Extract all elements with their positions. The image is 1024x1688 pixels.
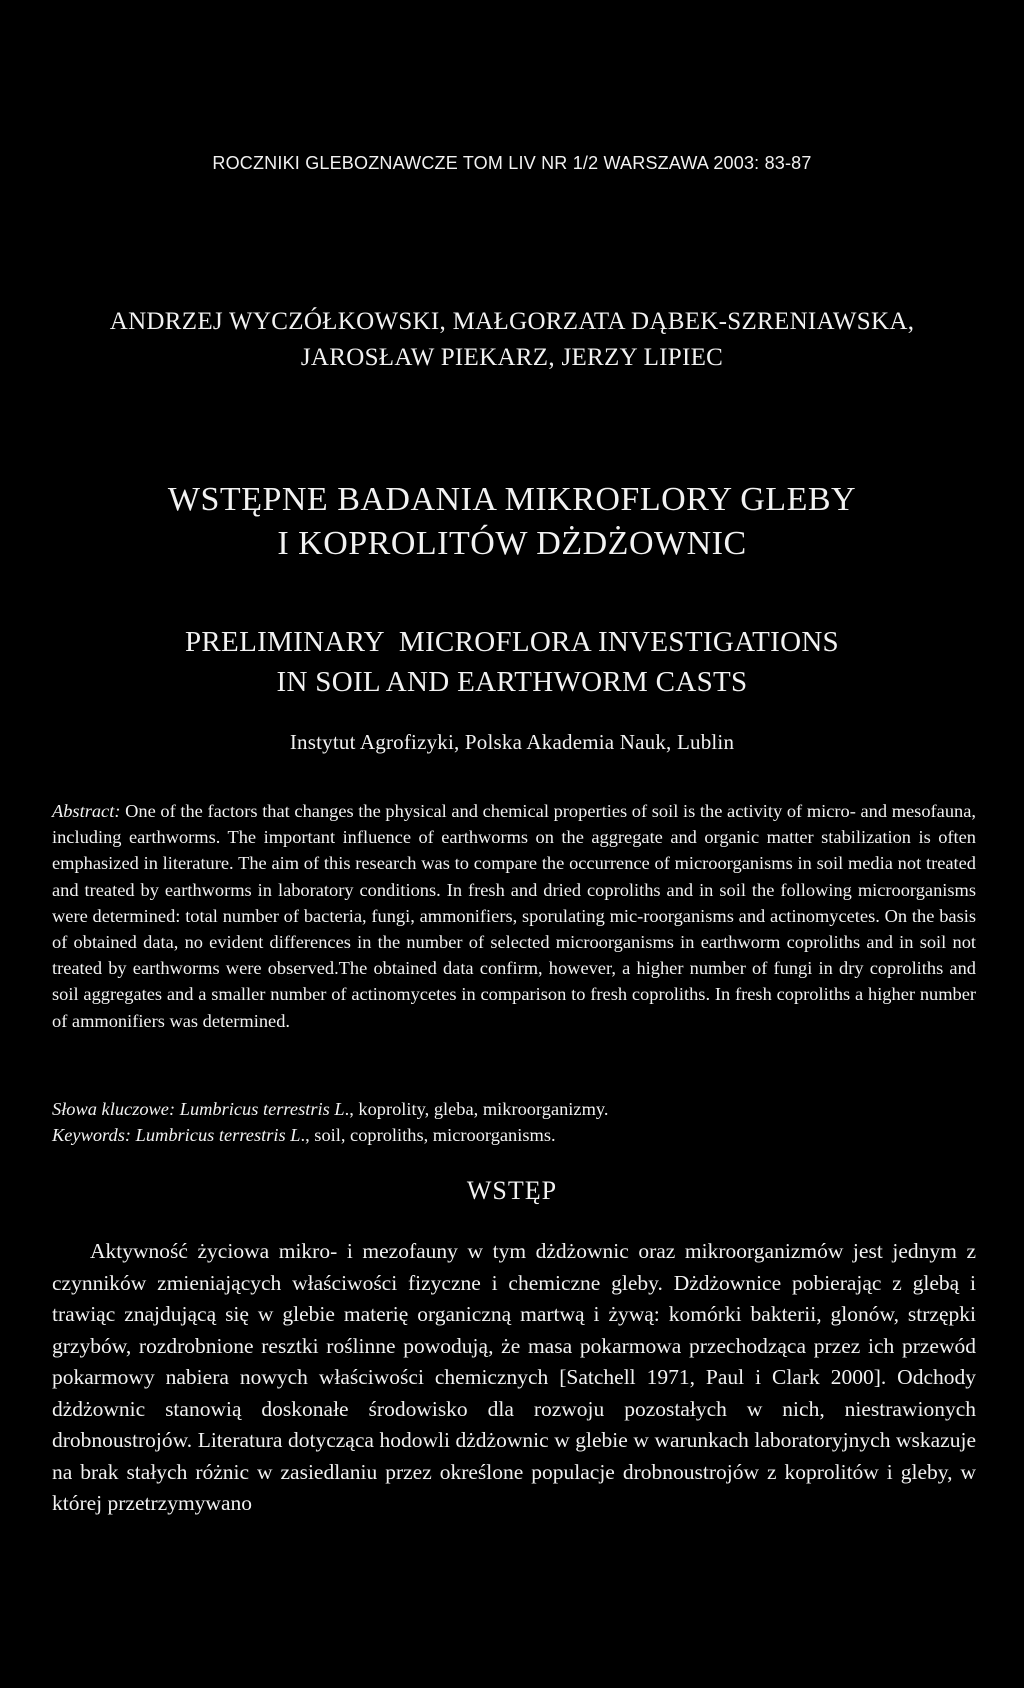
author-line-1: ANDRZEJ WYCZÓŁKOWSKI, MAŁGORZATA DĄBEK-SZRENIAWSKA, — [109, 308, 915, 335]
abstract-text: One of the factors that changes the physical and chemical properties of soil is the activity of micro- and mesofauna, including earthworms. The important influence of earthworms on the aggregate and organic matter stabilization is often emphasized in literature. The aim of this research was to compare the occurrence of microorganisms in soil media not treated and treated by earthworms in laboratory conditions. In fresh and dried coproliths and in soil the following microorganisms were determined: total number of bacteria, fungi, ammonifiers, sporulating mic-roorganisms and actinomycetes. On the basis of obtained data, no evident differences in the number of selected microorganisms in earthworm coproliths and in soil not treated by earthworms were observed.The obtained data confirm, however, a higher number of fungi in dry coproliths and soil aggregates and a smaller number of actinomycetes in comparison to fresh coproliths. In fresh coproliths a higher number of ammonifiers was determined. — [52, 801, 976, 1031]
keywords-polish-rest: ., koprolity, gleba, mikroorganizmy. — [344, 1099, 609, 1119]
keywords-english — [52, 1122, 976, 1148]
journal-header: ROCZNIKI GLEBOZNAWCZE TOM LIV NR 1/2 WARSZAWA 2003: 83-87 — [212, 153, 812, 173]
affiliation: Instytut Agrofizyki, Polska Akademia Nauk, Lublin — [289, 730, 735, 754]
author-line-2: JAROSŁAW PIEKARZ, JERZY LIPIEC — [300, 344, 724, 371]
title-english — [0, 622, 1024, 702]
keywords-polish-species: Lumbricus terrestris L — [179, 1099, 345, 1119]
keywords-english-species: Lumbricus terrestris L — [135, 1125, 301, 1146]
keywords-english-label: Keywords: — [52, 1125, 132, 1146]
abstract-paragraph — [52, 798, 976, 1034]
title-polish — [0, 478, 1024, 566]
keywords-english-rest: ., soil, coproliths, microorganisms. — [300, 1125, 556, 1146]
title-english-line-1: PRELIMINARY MICROFLORA INVESTIGATIONS — [184, 626, 839, 658]
abstract — [52, 798, 976, 1034]
body-text — [52, 1236, 976, 1520]
keywords-block — [52, 1096, 976, 1148]
title-polish-line-1: WSTĘPNE BADANIA MIKROFLORY GLEBY — [167, 481, 857, 518]
keywords-polish-label: Słowa kluczowe: — [52, 1099, 176, 1119]
author-list — [0, 304, 1024, 376]
keywords-polish — [52, 1096, 976, 1122]
title-polish-line-2: I KOPROLITÓW DŻDŻOWNIC — [277, 525, 747, 562]
section-heading: WSTĘP — [466, 1176, 558, 1205]
body-paragraph: Aktywność życiowa mikro- i mezofauny w tym dżdżownic oraz mikroorganizmów jest jednym z czynników zmieniających właściwości fizyczne i chemiczne gleby. Dżdżownice pobierając z glebą i trawiąc znajdującą się w glebie materię organiczną martwą i żywą: komórki bakterii, glonów, strzępki grzybów, rozdrobnione resztki roślinne powodują, że masa pokarmowa przechodząca przez ich przewód pokarmowy nabiera nowych właściwości chemicznych [Satchell 1971, Paul i Clark 2000]. Odchody dżdżownic stanowią doskonałe środowisko dla rozwoju pozostałych w nich, niestrawionych drobnoustrojów. Literatura dotycząca hodowli dżdżownic w glebie w warunkach laboratoryjnych wskazuje na brak stałych różnic w zasiedlaniu przez określone populacje drobnoustrojów z koprolitów i gleby, w której przetrzymywano — [52, 1239, 976, 1515]
abstract-label: Abstract: — [52, 801, 121, 821]
title-english-line-2: IN SOIL AND EARTHWORM CASTS — [276, 666, 748, 698]
